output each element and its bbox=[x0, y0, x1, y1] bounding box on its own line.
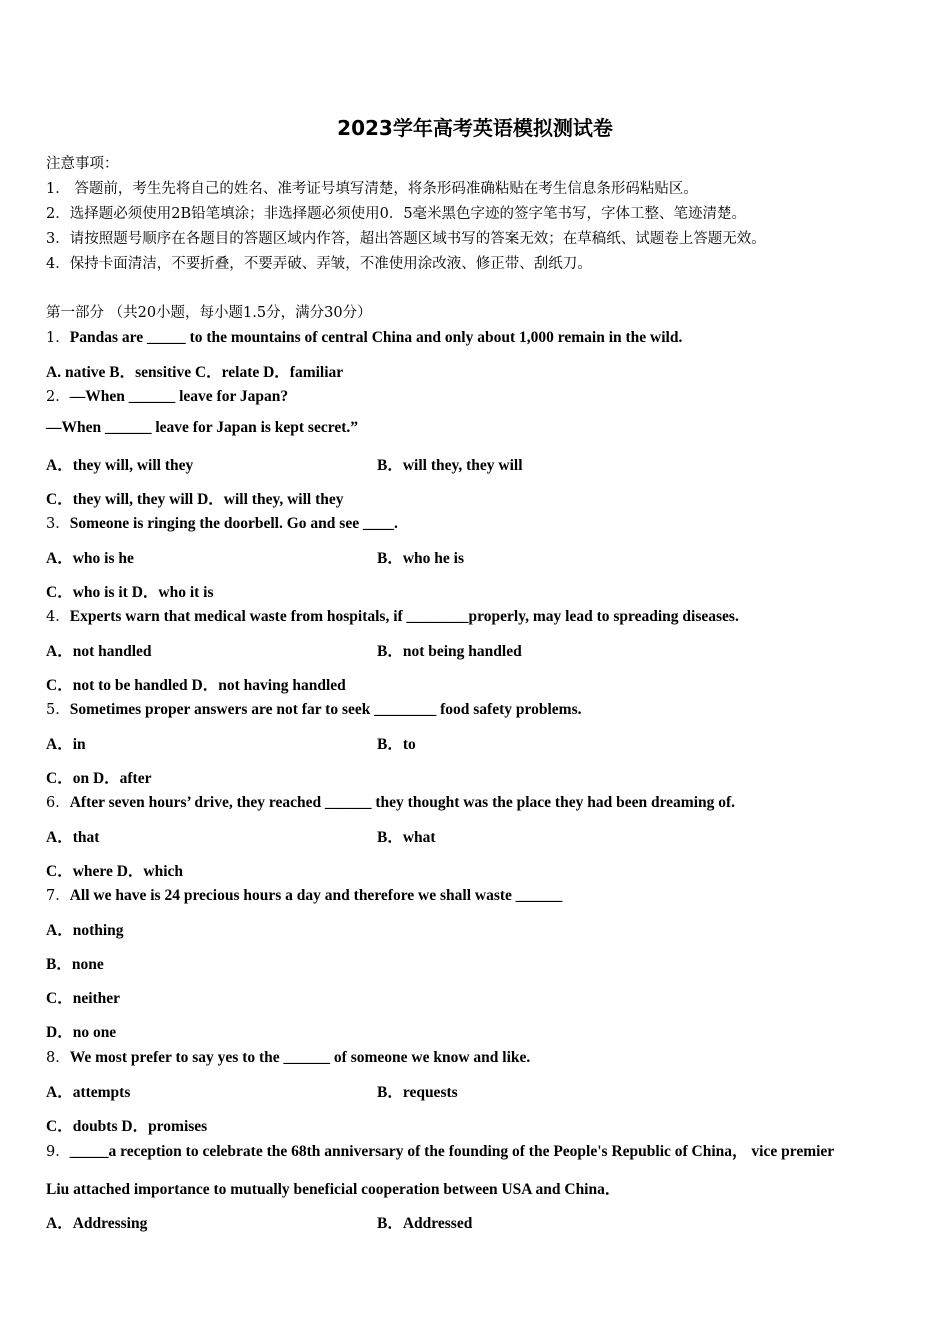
option-a[interactable]: A．who is he bbox=[46, 550, 134, 567]
option-b[interactable]: B．what bbox=[377, 829, 436, 846]
question-2 bbox=[46, 385, 288, 406]
option-d[interactable]: D．no one bbox=[46, 1024, 117, 1041]
page-title: 2023学年高考英语模拟测试卷 bbox=[337, 116, 613, 140]
question-text: _____a reception to celebrate the 68th anniversary of the founding of the People's Republic of China， vice premier bbox=[69, 1143, 835, 1160]
question-text: Someone is ringing the doorbell. Go and see ____. bbox=[69, 515, 398, 532]
question-5 bbox=[46, 698, 581, 719]
question-number: 3． bbox=[46, 516, 70, 532]
option-b[interactable]: B．not being handled bbox=[377, 643, 522, 660]
option-b[interactable]: B．will they, they will bbox=[377, 457, 523, 474]
option-b[interactable]: B．to bbox=[377, 736, 416, 753]
option-b[interactable]: B．none bbox=[46, 956, 104, 973]
section-heading: 第一部分 （共20小题，每小题1.5分，满分30分） bbox=[46, 305, 372, 321]
question-text: —When ______ leave for Japan? bbox=[69, 388, 289, 405]
options-row[interactable]: C．who is it D．who it is bbox=[46, 584, 214, 601]
option-a[interactable]: A．attempts bbox=[46, 1084, 131, 1101]
options-row[interactable]: C．doubts D．promises bbox=[46, 1118, 208, 1135]
question-4 bbox=[46, 605, 739, 626]
question-text-line2: —When ______ leave for Japan is kept secret.” bbox=[46, 419, 358, 436]
option-c[interactable]: C．neither bbox=[46, 990, 121, 1007]
question-text: We most prefer to say yes to the ______ of someone we know and like. bbox=[69, 1049, 531, 1066]
option-b[interactable]: B．requests bbox=[377, 1084, 458, 1101]
question-number: 6． bbox=[46, 795, 70, 811]
question-1 bbox=[46, 326, 682, 347]
notice-item: 1． 答题前，考生先将自己的姓名、准考证号填写清楚，将条形码准确粘贴在考生信息条形码粘贴区。 bbox=[46, 181, 698, 197]
notice-heading: 注意事项： bbox=[46, 156, 119, 172]
option-a[interactable]: A．nothing bbox=[46, 922, 124, 939]
question-number: 7． bbox=[46, 888, 70, 904]
question-7 bbox=[46, 884, 562, 905]
options-row[interactable]: C．they will, they will D．will they, will they bbox=[46, 491, 344, 508]
options-row[interactable]: C．not to be handled D．not having handled bbox=[46, 677, 346, 694]
question-number: 5． bbox=[46, 702, 70, 718]
options-row[interactable]: C．where D．which bbox=[46, 863, 184, 880]
question-6 bbox=[46, 791, 735, 812]
notice-item: 4．保持卡面清洁，不要折叠，不要弄破、弄皱，不准使用涂改液、修正带、刮纸刀。 bbox=[46, 256, 592, 272]
question-text: All we have is 24 precious hours a day and therefore we shall waste ______ bbox=[69, 887, 563, 904]
notice-item: 2．选择题必须使用2B铅笔填涂；非选择题必须使用0．5毫米黑色字迹的签字笔书写，字体工整、笔迹清楚。 bbox=[46, 206, 747, 222]
options-row[interactable]: A. native B．sensitive C．relate D．familiar bbox=[46, 364, 344, 381]
question-text: Pandas are _____ to the mountains of central China and only about 1,000 remain in the wild. bbox=[69, 329, 683, 346]
question-number: 4． bbox=[46, 609, 70, 625]
option-a[interactable]: A．Addressing bbox=[46, 1215, 148, 1232]
notice-item: 3．请按照题号顺序在各题目的答题区域内作答，超出答题区域书写的答案无效；在草稿纸、试题卷上答题无效。 bbox=[46, 231, 766, 247]
question-text: Experts warn that medical waste from hospitals, if ________properly, may lead to spreading diseases. bbox=[69, 608, 739, 625]
question-text-line2: Liu attached importance to mutually beneficial cooperation between USA and China． bbox=[46, 1181, 621, 1198]
question-9 bbox=[46, 1139, 834, 1161]
question-3 bbox=[46, 512, 398, 533]
option-a[interactable]: A．they will, will they bbox=[46, 457, 194, 474]
option-a[interactable]: A．that bbox=[46, 829, 100, 846]
question-text: Sometimes proper answers are not far to seek ________ food safety problems. bbox=[69, 701, 582, 718]
option-a[interactable]: A．not handled bbox=[46, 643, 152, 660]
question-number: 1． bbox=[46, 330, 70, 346]
option-b[interactable]: B．who he is bbox=[377, 550, 464, 567]
question-number: 9． bbox=[46, 1144, 70, 1160]
question-8 bbox=[46, 1046, 530, 1067]
question-number: 2． bbox=[46, 389, 70, 405]
options-row[interactable]: C．on D．after bbox=[46, 770, 152, 787]
option-b[interactable]: B．Addressed bbox=[377, 1215, 473, 1232]
question-number: 8． bbox=[46, 1050, 70, 1066]
option-a[interactable]: A．in bbox=[46, 736, 86, 753]
question-text: After seven hours’ drive, they reached ______ they thought was the place they had been dreaming of. bbox=[69, 794, 736, 811]
